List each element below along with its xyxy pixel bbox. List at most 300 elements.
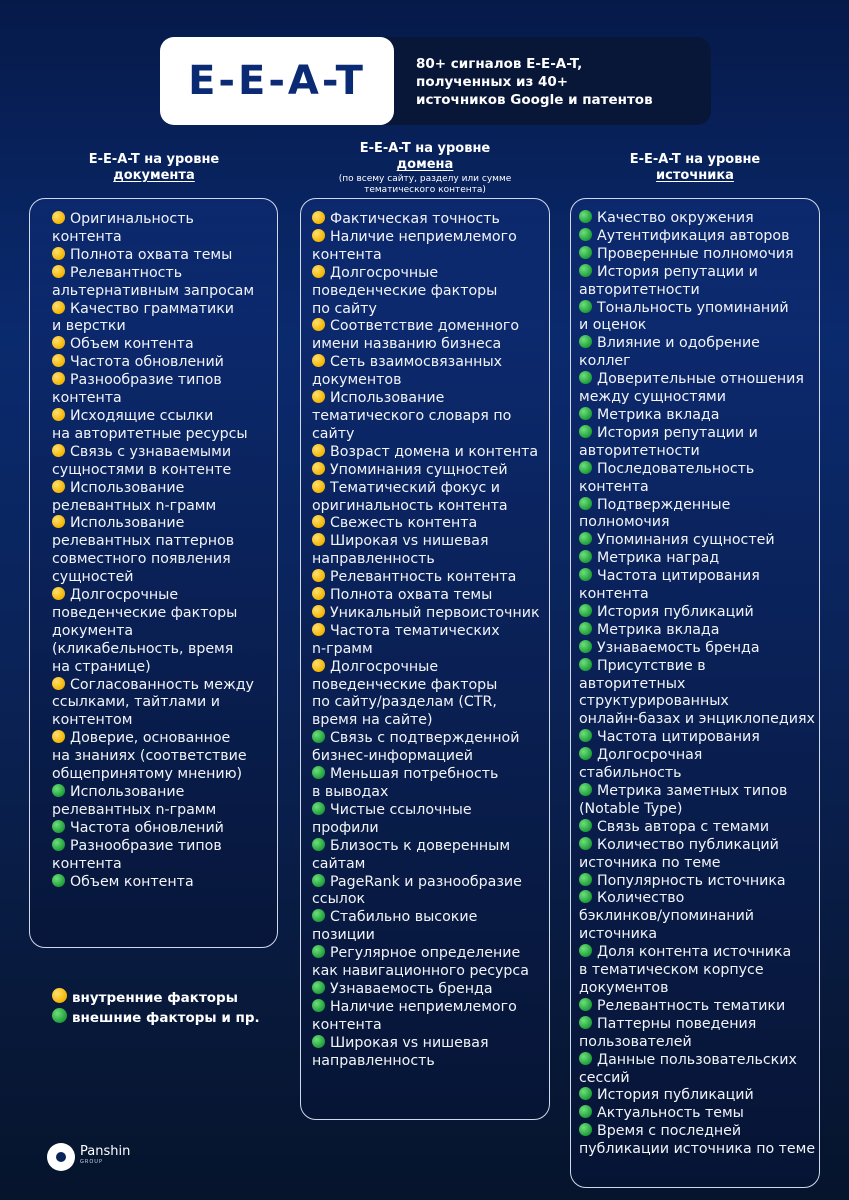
factor-item-line [312,462,545,480]
factor-text: документа [52,622,134,639]
factor-text: Оригинальность [70,211,194,227]
factor-item-line [312,372,545,390]
factor-item-line [312,1017,545,1035]
yellow-circle-icon [52,408,65,421]
factor-text: позиции [312,927,375,944]
factor-item-line [52,694,271,712]
green-circle-icon [52,874,65,887]
factor-item-line [312,265,545,283]
factor-item-line [579,765,817,783]
green-circle-icon [579,550,592,563]
yellow-circle-icon [312,211,325,224]
factor-item-line [52,318,271,336]
factor-text: на авторитетные ресурсы [52,425,248,442]
factor-item-line [52,659,271,677]
factor-text: по сайту/разделам (CTR, [312,694,497,711]
factor-text: на странице) [52,658,151,675]
factor-item-line [579,998,817,1016]
factor-item-line [52,641,271,659]
factor-text: Долгосрочные [70,587,179,604]
factor-text: Наличие неприемлемого [330,998,517,1015]
factor-text: Использование [70,515,185,532]
factor-text: сайтам [312,855,366,872]
factor-item-line [312,856,545,874]
factor-item-line [52,623,271,641]
factor-text: Наличие неприемлемого [330,228,517,245]
yellow-circle-icon [312,265,325,278]
legend-external-label: внешние факторы и пр. [72,1010,260,1026]
factor-item-line [312,802,545,820]
factor-text: Частота обновлений [70,354,224,371]
column-heading-keyword: домена [396,157,454,172]
factor-text: авторитетных [579,675,686,692]
factor-item-line [312,336,545,354]
factor-item-line [312,229,545,247]
factor-text: Качество окружения [597,210,754,226]
yellow-circle-icon [312,623,325,636]
factor-text: сессий [579,1069,630,1086]
factor-text: Время с последней [597,1123,742,1140]
green-circle-icon [579,873,592,886]
factor-item-line [579,801,817,819]
factor-item-line [579,210,817,228]
factor-text: и верстки [52,318,126,335]
factor-item-line [579,819,817,837]
factor-item-line [579,514,817,532]
green-circle-icon [312,909,325,922]
factor-item-line [579,353,817,371]
green-circle-icon [579,640,592,653]
yellow-circle-icon [312,587,325,600]
green-circle-icon [579,1087,592,1100]
factor-item-line [312,659,545,677]
brand-name: Panshin [80,1144,131,1159]
green-circle-icon [579,300,592,313]
green-circle-icon [579,568,592,581]
factor-list [52,211,271,891]
factor-item-line [52,802,271,820]
factor-text: тематического словаря по [312,407,512,424]
factor-text: направленность [312,1052,435,1069]
green-circle-icon [579,335,592,348]
factor-text: совместного появления [52,551,231,568]
factor-text: онлайн-базах и энциклопедиях [579,711,815,728]
factor-text: История публикаций [597,603,754,620]
green-circle-icon [579,1123,592,1136]
factor-item-line [312,408,545,426]
factor-item-line [312,694,545,712]
factor-item-line [312,1035,545,1053]
yellow-circle-icon [312,229,325,242]
factor-item-line [52,605,271,623]
factor-text: структурированных [579,693,729,710]
column-heading-note [300,174,550,196]
factor-text: Использование [330,390,445,407]
yellow-circle-icon [52,336,65,349]
factor-text: документов [312,372,402,389]
factor-text: поведенческие факторы [52,604,238,621]
factor-item-line [52,372,271,390]
green-circle-icon [579,228,592,241]
factor-item-line [312,426,545,444]
yellow-circle-icon [52,988,67,1003]
yellow-circle-icon [312,462,325,475]
factor-item-line [579,1052,817,1070]
title-banner [160,37,711,125]
factor-item-line [52,301,271,319]
factor-item-line [312,354,545,372]
column-heading-source [570,152,820,184]
column-heading-document [30,152,278,184]
factor-text: Близость к доверенным [330,837,511,854]
yellow-circle-icon [312,318,325,331]
factor-item-line [312,569,545,587]
factor-item-line [579,532,817,550]
factor-item-line [579,1087,817,1105]
factor-item-line [579,676,817,694]
factor-text: Связь автора с темами [597,818,770,835]
factor-item-line [579,282,817,300]
green-circle-icon [579,1016,592,1029]
factor-text: Последовательность [597,460,755,477]
factor-list [579,210,817,1159]
yellow-circle-icon [312,569,325,582]
factor-item-line [579,264,817,282]
factor-item-line [579,479,817,497]
factor-item-line [579,497,817,515]
factor-item-line [312,587,545,605]
green-circle-icon [52,784,65,797]
factor-item-line [312,927,545,945]
factor-item-line [52,820,271,838]
factor-item-line [579,389,817,407]
factor-text: Доверительные отношения [597,371,804,388]
green-circle-icon [579,944,592,957]
factor-item-line [579,1016,817,1034]
factor-item-line [312,551,545,569]
factor-text: Частота тематических [330,622,500,639]
column-heading-note-line: тематического контента) [364,185,486,195]
column-heading-line: E-E-A-T на уровне [629,152,761,167]
factor-text: релевантных n-грамм [52,497,217,514]
factor-item-line [312,677,545,695]
factor-item-line [579,1123,817,1141]
factor-item-line [579,317,817,335]
factor-text: релевантных паттернов [52,533,235,550]
brand-sub: GROUP [80,1159,103,1165]
factor-text: Частота обновлений [70,819,224,836]
factor-item-line [52,712,271,730]
column-heading-note-line: (по всему сайту, разделу или сумме [338,174,512,184]
green-circle-icon [312,838,325,851]
green-circle-icon [579,837,592,850]
factor-text: сущностей [52,569,134,586]
column-heading-line: E-E-A-T на уровне [88,152,220,167]
factor-item-line [312,748,545,766]
factor-item-line [579,1141,817,1159]
factor-text: Широкая vs нишевая [330,533,489,550]
factor-text: бизнес-информацией [312,748,473,765]
green-circle-icon [579,371,592,384]
factor-item-line [579,711,817,729]
factor-text: Соответствие доменного [330,318,520,335]
factor-item-line [312,891,545,909]
factor-text: Связь с узнаваемыми [70,443,232,460]
factor-item-line [579,1034,817,1052]
factor-text: Долгосрочные [330,264,439,281]
factor-text: публикации источника по теме [579,1141,816,1158]
factor-text: Релевантность контента [330,569,517,586]
green-circle-icon [579,461,592,474]
factor-item-line [579,944,817,962]
factor-text: (Notable Type) [579,800,683,817]
factor-item-line [52,247,271,265]
factor-text: релевантных n-грамм [52,801,217,818]
green-circle-icon [579,497,592,510]
factor-item-line [579,783,817,801]
factor-item-line [52,480,271,498]
factor-text: Узнаваемость бренда [330,980,493,997]
column-domain [300,198,550,1120]
factor-text: контентом [52,712,133,729]
yellow-circle-icon [52,372,65,385]
factor-text: Долгосрочная [597,747,703,764]
factor-item-line [312,515,545,533]
yellow-circle-icon [312,515,325,528]
factor-item-line [52,533,271,551]
factor-item-line [312,712,545,730]
factor-item-line [52,748,271,766]
factor-text: Паттерны поведения [597,1015,757,1032]
factor-item-line [52,784,271,802]
green-circle-icon [312,999,325,1012]
factor-item-line [579,837,817,855]
factor-item-line [312,301,545,319]
factor-item-line [579,550,817,568]
factor-text: Чистые ссылочные [330,801,472,818]
factor-text: авторитетности [579,442,700,459]
legend [52,988,260,1028]
factor-item-line [579,443,817,461]
green-circle-icon [579,264,592,277]
factor-item-line [579,926,817,944]
factor-text: PageRank и разнообразие [330,873,522,890]
yellow-circle-icon [52,444,65,457]
yellow-circle-icon [312,659,325,672]
green-circle-icon [579,998,592,1011]
factor-text: имени названию бизнеса [312,336,502,353]
factor-item-line [312,318,545,336]
yellow-circle-icon [52,354,65,367]
factor-item-line [52,354,271,372]
factor-item-line [312,247,545,265]
factor-item-line [579,908,817,926]
green-circle-icon [579,1105,592,1118]
factor-text: бэклинков/упоминаний [579,908,755,925]
factor-text: Релевантность [70,264,183,281]
factor-text: время на сайте) [312,712,433,729]
yellow-circle-icon [52,587,65,600]
factor-item-line [312,283,545,301]
factor-item-line [312,480,545,498]
factor-text: поведенческие факторы [312,282,498,299]
factor-text: Популярность источника [597,872,786,889]
factor-text: контента [579,586,649,603]
factor-text: Использование [70,784,185,800]
factor-text: История публикаций [597,1087,754,1104]
yellow-circle-icon [52,247,65,260]
yellow-circle-icon [52,301,65,314]
column-heading-domain [300,141,550,196]
factor-text: Узнаваемость бренда [597,639,760,656]
green-circle-icon [52,838,65,851]
factor-text: Метрика заметных типов [597,783,788,799]
yellow-circle-icon [52,265,65,278]
factor-text: источника по теме [579,854,721,871]
factor-text: в тематическом корпусе [579,962,764,979]
legend-internal-label: внутренние факторы [72,990,238,1006]
eeat-logo-text: E-E-A-T [188,58,366,104]
factor-text: Стабильно высокие [330,909,478,926]
factor-item-line [579,658,817,676]
factor-text: контента [52,228,122,245]
yellow-circle-icon [52,211,65,224]
factor-text: Метрика вклада [597,406,720,423]
factor-item-line [312,945,545,963]
factor-item-line [579,1070,817,1088]
green-circle-icon [52,820,65,833]
factor-item-line [312,1053,545,1071]
factor-text: сайту [312,425,355,442]
factor-text: Фактическая точность [330,211,500,227]
factor-text: альтернативным запросам [52,282,255,299]
factor-item-line [52,229,271,247]
factor-item-line [52,211,271,229]
factor-text: Присутствие в [597,657,706,674]
factor-item-line [579,300,817,318]
factor-item-line [312,533,545,551]
factor-item-line [579,855,817,873]
green-circle-icon [312,874,325,887]
banner-subtitle-line: полученных из 40+ [416,74,569,90]
factor-item-line [312,999,545,1017]
factor-item-line [52,283,271,301]
factor-item-line [52,462,271,480]
factor-text: в выводах [312,784,389,800]
factor-item-line [579,586,817,604]
factor-item-line [312,766,545,784]
factor-item-line [579,246,817,264]
column-heading-keyword: документа [113,168,195,183]
factor-item-line [52,874,271,892]
legend-external [52,1008,260,1028]
green-circle-icon [579,1052,592,1065]
factor-text: контента [579,478,649,495]
green-circle-icon [579,890,592,903]
yellow-circle-icon [312,354,325,367]
factor-text: ссылок [312,891,366,908]
factor-text: Метрика вклада [597,621,720,638]
green-circle-icon [312,981,325,994]
factor-item-line [52,390,271,408]
factor-item-line [312,623,545,641]
factor-text: Доля контента источника [597,944,792,961]
factor-item-line [579,568,817,586]
factor-item-line [52,515,271,533]
factor-text: Качество грамматики [70,300,235,317]
green-circle-icon [579,210,592,223]
legend-internal [52,988,260,1008]
factor-text: Упоминания сущностей [330,461,508,478]
yellow-circle-icon [52,730,65,743]
factor-text: Влияние и одобрение [597,335,760,352]
factor-item-line [52,838,271,856]
factor-text: поведенческие факторы [312,676,498,693]
factor-text: сущностями в контенте [52,461,232,478]
factor-text: Количество [597,890,685,907]
factor-text: Частота цитирования [597,729,760,746]
column-heading-line: E-E-A-T на уровне [359,141,491,156]
green-circle-icon [312,1035,325,1048]
factor-text: Проверенные полномочия [597,245,794,262]
green-circle-icon [579,622,592,635]
factor-text: Полнота охвата темы [330,587,493,604]
factor-item-line [52,569,271,587]
banner-subtitle-line: источников Google и патентов [416,92,653,108]
factor-item-line [312,605,545,623]
column-heading-keyword: источника [656,168,734,183]
factor-text: Количество публикаций [597,836,779,853]
factor-text: Аутентификация авторов [597,227,790,244]
factor-item-line [579,729,817,747]
factor-text: Упоминания сущностей [597,532,775,549]
factor-text: источника [579,926,658,943]
green-circle-icon [312,802,325,815]
factor-item-line [312,784,545,802]
factor-text: Релевантность тематики [597,997,786,1014]
factor-item-line [579,873,817,891]
factor-text: ссылками, тайтлами и [52,694,220,711]
factor-text: направленность [312,551,435,568]
factor-item-line [52,551,271,569]
factor-item-line [579,890,817,908]
green-circle-icon [579,729,592,742]
factor-item-line [52,587,271,605]
factor-text: Полнота охвата темы [70,246,233,263]
factor-text: Регулярное определение [330,945,521,962]
green-circle-icon [579,658,592,671]
factor-item-line [52,408,271,426]
factor-text: Сеть взаимосвязанных [330,354,503,371]
factor-text: Возраст домена и контента [330,443,539,460]
green-circle-icon [579,747,592,760]
factor-item-line [312,730,545,748]
factor-item-line [579,407,817,425]
factor-item-line [312,963,545,981]
factor-item-line [579,604,817,622]
factor-item-line [52,426,271,444]
factor-text: Данные пользовательских [597,1051,797,1068]
factor-item-line [312,981,545,999]
brand-mark-icon [47,1143,75,1171]
factor-item-line [579,962,817,980]
factor-item-line [312,838,545,856]
factor-text: Объем контента [70,336,194,353]
column-source [570,198,820,1188]
factor-item-line [579,980,817,998]
factor-text: авторитетности [579,281,700,298]
factor-text: пользователей [579,1033,692,1050]
